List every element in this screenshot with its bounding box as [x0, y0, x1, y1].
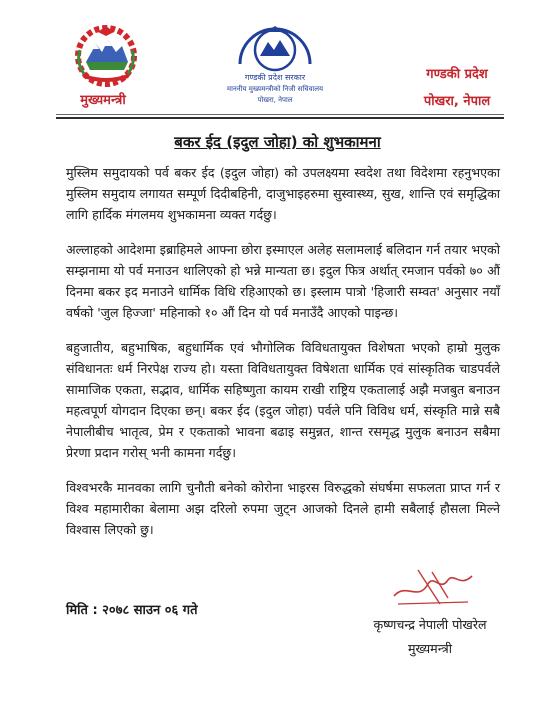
- paragraph-1: मुस्लिम समुदायको पर्व बकर ईद (इदुल जोहा) को उपलक्ष्यमा स्वदेश तथा विदेशमा रहनुभएका मुस्लिम समुदाय लगायत सम्पूर्ण दिदीबहिनी, दाजुभाइहरुमा सुस्वास्थ्य, सुख, शान्ति एवं समृद्धिका लागि हार्दिक मंगलमय शुभकामना व्यक्त गर्दछु।: [66, 165, 500, 222]
- letter-title: बकर ईद (इदुल जोहा) को शुभकामना: [174, 133, 381, 151]
- left-caption: मुख्यमन्त्री: [80, 93, 126, 108]
- signatory-title: मुख्यमन्त्री: [407, 641, 453, 656]
- paragraph-2: अल्लाहको आदेशमा इब्राहिमले आफ्ना छोरा इस्माएल अलेह सलामलाई बलिदान गर्न तयार भएको सम्झनामा यो पर्व मनाउन थालिएको हो भन्ने मान्यता छ। इदुल फित्र अर्थात् रमजान पर्वको ७० औं दिनमा बकर इद मनाउने धार्मिक विधि रहिआएको छ। इस्लाम पात्रो 'हिजारी सम्वत' अनुसार नयाँ वर्षको 'जुल हिज्जा' महिनाको १० औं दिन यो पर्व मनाउँदै आएको पाइन्छ।: [66, 242, 500, 320]
- office-seal-icon: [210, 18, 340, 104]
- paragraph-3: बहुजातीय, बहुभाषिक, बहुधार्मिक एवं भौगोलिक विविधतायुक्त विशेषता भएको हाम्रो मुलुक संविधानतः धर्म निरपेक्ष राज्य हो। यस्ता विविधतायुक्त विषेशता धार्मिक एवं सांस्कृतिक चाडपर्वले सामाजिक एकता, सद्भाव, धार्मिक सहिष्णुता कायम राखी राष्ट्रिय एकतालाई अझै मजबुत बनाउन महत्वपूर्ण योगदान दिएका छन्। बकर ईद (इदुल जोहा) पर्वले पनि विविध धर्म, संस्कृति मान्ने सबै नेपालीबीच भातृत्व, प्रेम र एकताको भावना बढाइ समुन्नत, शान्त रसमृद्ध मुलुक बनाउन सबैमा प्रेरणा प्रदान गरोस् भनी कामना गर्दछु।: [66, 340, 500, 460]
- seal-text-top: गण्डकी प्रदेश सरकार: [244, 73, 306, 82]
- seal-text-bottom: पोखरा, नेपाल: [257, 96, 293, 104]
- right-caption-line1: गण्डकी प्रदेश: [426, 67, 488, 82]
- nepal-emblem-icon: [70, 22, 142, 88]
- letter-body: [66, 162, 500, 554]
- letterhead: [0, 0, 555, 112]
- handwritten-signature: [388, 562, 478, 610]
- header-divider-thin: [56, 114, 504, 115]
- paragraph-4: विश्वभरकै मानवका लागि चुनौती बनेको कोरोना भाइरस विरुद्धको संघर्षमा सफलता प्राप्त गर्न र विश्व महामारीका बेलामा अझ दरिलो रुपमा जुट्न आजको दिनले हामी सबैलाई हौसला मिल्ने विश्वास लिएको छु।: [66, 480, 500, 537]
- letter-date: मिति : २०७८ साउन ०६ गते: [66, 603, 198, 618]
- seal-text-mid: माननीय मुख्यमन्त्रीको निजी सचिवालय: [226, 85, 324, 93]
- signatory-name: कृष्णचन्द्र नेपाली पोखरेल: [373, 617, 487, 632]
- right-caption-line2: पोखरा, नेपाल: [423, 94, 491, 109]
- header-divider-thick: [56, 117, 504, 119]
